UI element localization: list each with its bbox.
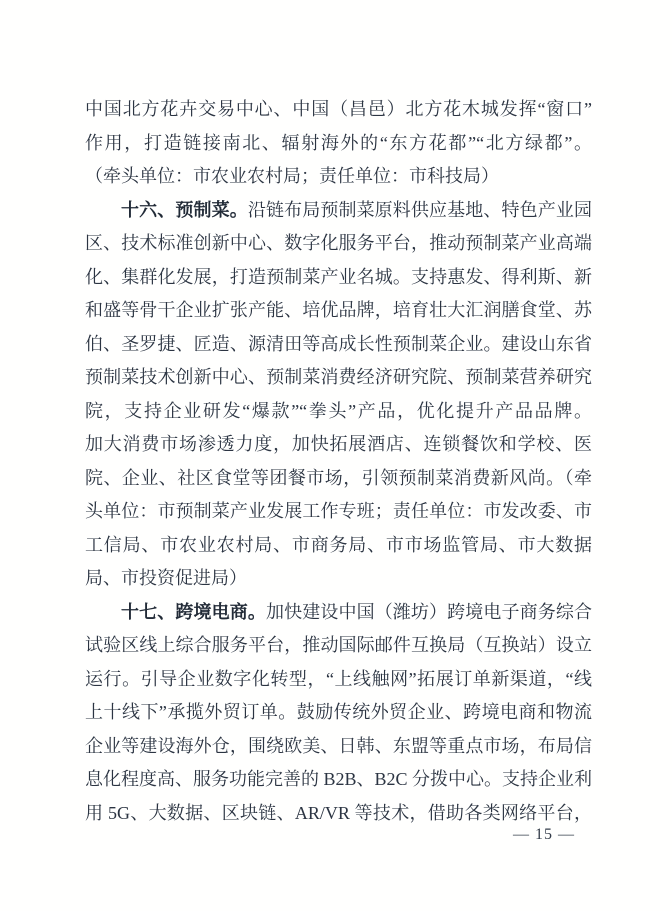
section-16-heading: 十六、预制菜。 xyxy=(121,199,248,220)
text-line: 伯、圣罗捷、匠造、源清田等高成长性预制菜企业。建设山东省 xyxy=(85,333,592,354)
text-line: 加快建设中国（潍坊）跨境电子商务综合 xyxy=(265,601,592,622)
text-line: 区、技术标准创新中心、数字化服务平台，推动预制菜产业高端 xyxy=(85,233,592,253)
section-17-heading-line xyxy=(85,596,592,630)
text-line: 院、企业、社区食堂等团餐市场，引领预制菜消费新风尚。（牵 xyxy=(85,467,592,488)
text-line: 头单位：市预制菜产业发展工作专班；责任单位：市发改委、市 xyxy=(85,501,592,521)
text-line: 上十线下”承揽外贸订单。鼓励传统外贸企业、跨境电商和物流 xyxy=(85,702,592,722)
page-number: — 15 — xyxy=(513,826,575,843)
text-line: 和盛等骨干企业扩张产能、培优品牌，培育壮大汇润膳食堂、苏 xyxy=(85,300,592,320)
text-line: 预制菜技术创新中心、预制菜消费经济研究院、预制菜营养研究 xyxy=(85,367,592,387)
text-line: 试验区线上综合服务平台，推动国际邮件互换局（互换站）设立 xyxy=(85,635,592,655)
text-line: 工信局、市农业农村局、市商务局、市市场监管局、市大数据 xyxy=(85,534,592,555)
text-line: 息化程度高、服务功能完善的 B2B、B2C 分拨中心。支持企业利 xyxy=(85,769,592,789)
document-text-block xyxy=(85,93,592,830)
text-line: 院，支持企业研发“爆款”“拳头”产品，优化提升产品品牌。 xyxy=(85,400,592,421)
text-line-unit-note: （牵头单位：市农业农村局；责任单位：市科技局） xyxy=(85,166,499,186)
text-line: 企业等建设海外仓，围绕欧美、日韩、东盟等重点市场，布局信 xyxy=(85,735,592,756)
text-line: 作用，打造链接南北、辐射海外的“东方花都”“北方绿都”。 xyxy=(85,132,592,153)
text-line: 化、集群化发展，打造预制菜产业名城。支持惠发、得利斯、新 xyxy=(85,266,592,287)
text-line: 沿链布局预制菜原料供应基地、特色产业园 xyxy=(247,199,592,220)
text-line: 用 5G、大数据、区块链、AR/VR 等技术，借助各类网络平台， xyxy=(85,802,592,823)
text-line: 中国北方花卉交易中心、中国（昌邑）北方花木城发挥“窗口” xyxy=(85,99,592,119)
text-line: 加大消费市场渗透力度，加快拓展酒店、连锁餐饮和学校、医 xyxy=(85,434,592,454)
text-line: 运行。引导企业数字化转型，“上线触网”拓展订单新渠道，“线 xyxy=(85,668,592,689)
section-16-heading-line xyxy=(85,194,592,228)
text-line-unit-note: 局、市投资促进局） xyxy=(85,568,247,588)
section-17-heading: 十七、跨境电商。 xyxy=(121,601,266,622)
